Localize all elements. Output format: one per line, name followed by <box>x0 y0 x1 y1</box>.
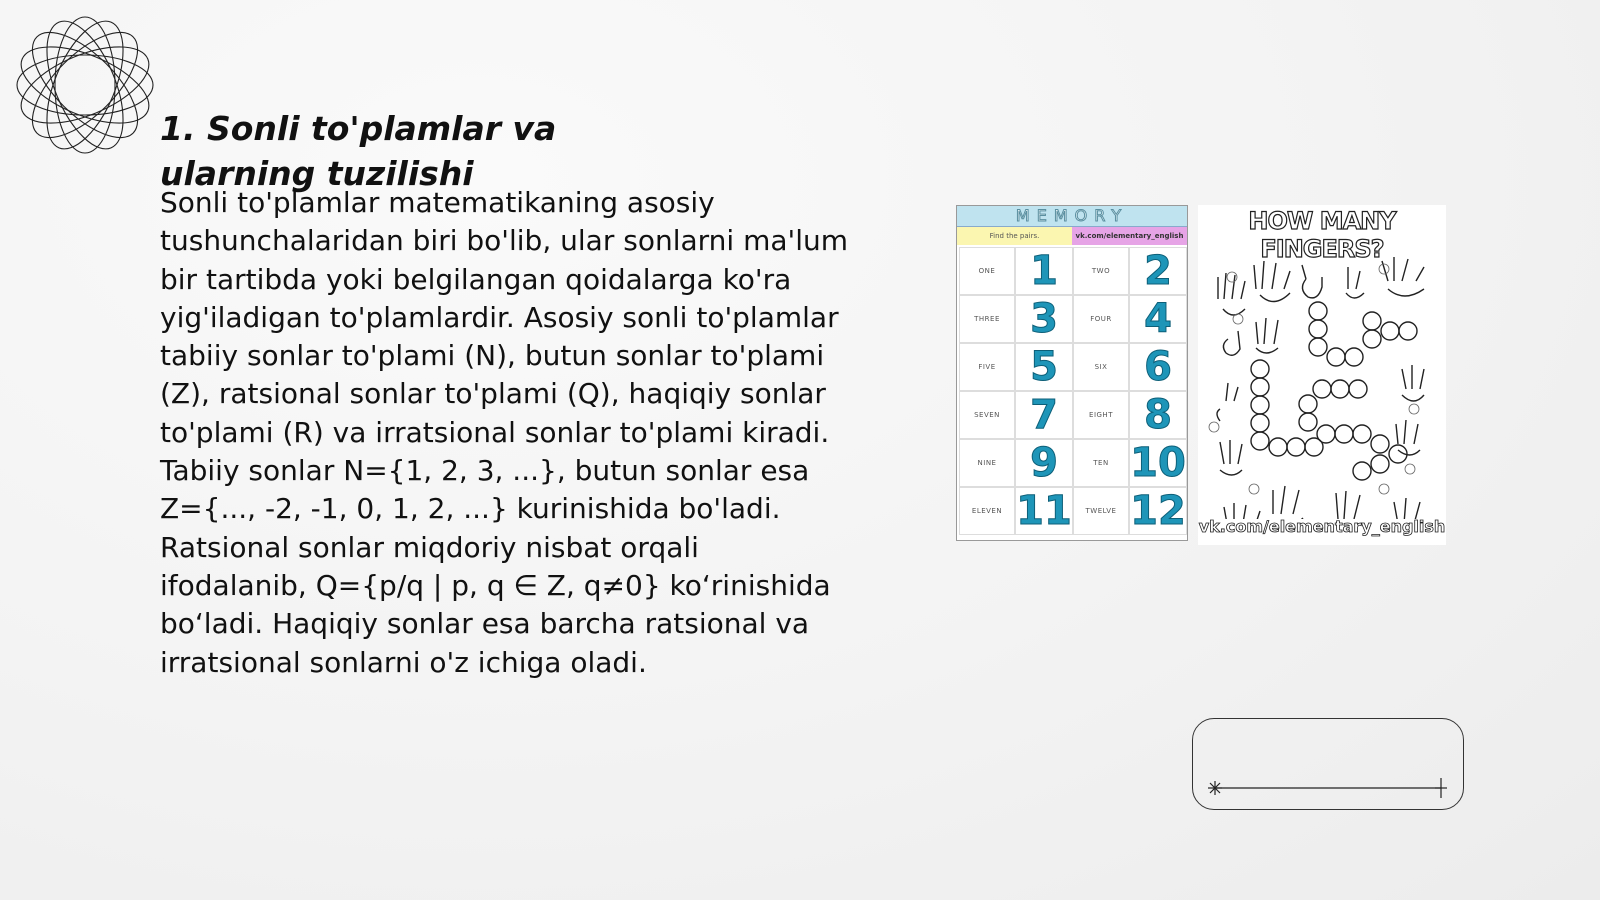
decorative-frame <box>1192 718 1464 810</box>
spirograph-ornament-icon <box>10 10 160 160</box>
memory-word-text: EIGHT <box>1089 411 1113 419</box>
memory-instruction: Find the pairs. <box>957 227 1072 245</box>
memory-number-cell <box>1015 487 1073 535</box>
memory-word-cell <box>1073 391 1129 439</box>
memory-number-cell <box>1015 343 1073 391</box>
memory-number-text: 11 <box>1016 488 1072 534</box>
memory-word-text: TWELVE <box>1085 507 1117 515</box>
memory-word-text: SEVEN <box>974 411 1000 419</box>
memory-word-text: THREE <box>974 315 1000 323</box>
memory-number-cell <box>1015 439 1073 487</box>
fingers-title: HOW MANY FINGERS? <box>1248 207 1396 263</box>
memory-word-cell <box>959 343 1015 391</box>
memory-word-cell <box>959 487 1015 535</box>
memory-word-text: ELEVEN <box>971 507 1003 515</box>
memory-word-text: FOUR <box>1090 315 1112 323</box>
memory-number-text: 2 <box>1144 248 1172 294</box>
memory-number-text: 12 <box>1130 488 1186 534</box>
memory-number-text: 1 <box>1030 248 1058 294</box>
memory-number-text: 4 <box>1144 296 1172 342</box>
memory-word-cell <box>959 439 1015 487</box>
memory-word-text: FIVE <box>978 363 996 371</box>
memory-word-cell <box>1073 295 1129 343</box>
memory-word-cell <box>1073 487 1129 535</box>
memory-number-text: 7 <box>1030 392 1058 438</box>
sparkle-line-icon <box>1193 719 1465 811</box>
memory-number-cell <box>1129 295 1187 343</box>
memory-number-text: 10 <box>1130 440 1186 486</box>
memory-word-text: ONE <box>978 267 996 275</box>
memory-number-cell <box>1129 391 1187 439</box>
memory-worksheet-image <box>956 205 1188 541</box>
memory-word-text: TWO <box>1091 267 1111 275</box>
hands-and-path-illustration-icon <box>1198 239 1446 519</box>
memory-word-cell <box>1073 247 1129 295</box>
memory-word-text: TEN <box>1093 459 1109 467</box>
memory-number-text: 6 <box>1144 344 1172 390</box>
memory-source: vk.com/elementary_english <box>1072 227 1187 245</box>
memory-word-cell <box>1073 343 1129 391</box>
memory-word-cell <box>1073 439 1129 487</box>
memory-grid <box>957 245 1187 535</box>
memory-word-cell <box>959 247 1015 295</box>
memory-number-text: 9 <box>1030 440 1058 486</box>
memory-word-text: NINE <box>977 459 997 467</box>
memory-header: MEMORY <box>957 206 1187 227</box>
memory-word-text: SIX <box>1094 363 1108 371</box>
memory-number-cell <box>1015 295 1073 343</box>
memory-number-cell <box>1129 439 1187 487</box>
memory-number-cell <box>1129 247 1187 295</box>
slide-body-text: Sonli to'plamlar matematikaning asosiy tushunchalaridan biri bo'lib, ular sonlarni ma'lum bir tartibda yoki belgilangan qoidalarga ko'ra yig'iladigan to'plamlardir. Asosiy sonli to'plamlar tabiiy sonlar to'plami (N), butun sonlar to'plami (Z), ratsional sonlar to'plami (Q), haqiqiy sonlar to'plami (R) va irratsional sonlar to'plami kiradi. Tabiiy sonlar N={1, 2, 3, ...}, butun sonlar esa Z={..., -2, -1, 0, 1, 2, ...} kurinishida bo'ladi. Ratsional sonlar miqdoriy nisbat orqali ifodalanib, Q={p/q | p, q ∈ Z, q≠0} ko‘rinishida bo‘ladi. Haqiqiy sonlar esa barcha ratsional va irratsional sonlarni o'z ichiga oladi. <box>160 186 849 679</box>
memory-word-cell <box>959 391 1015 439</box>
memory-word-cell <box>959 295 1015 343</box>
memory-number-cell <box>1015 247 1073 295</box>
memory-number-cell <box>1015 391 1073 439</box>
memory-number-text: 5 <box>1030 344 1058 390</box>
memory-number-cell <box>1129 487 1187 535</box>
memory-number-cell <box>1129 343 1187 391</box>
fingers-worksheet-image <box>1198 205 1446 545</box>
memory-number-text: 8 <box>1144 392 1172 438</box>
fingers-footer: vk.com/elementary_english <box>1198 517 1446 536</box>
slide-title: 1. Sonli to'plamlar va ularning tuzilishi <box>160 109 557 193</box>
memory-number-text: 3 <box>1030 296 1058 342</box>
